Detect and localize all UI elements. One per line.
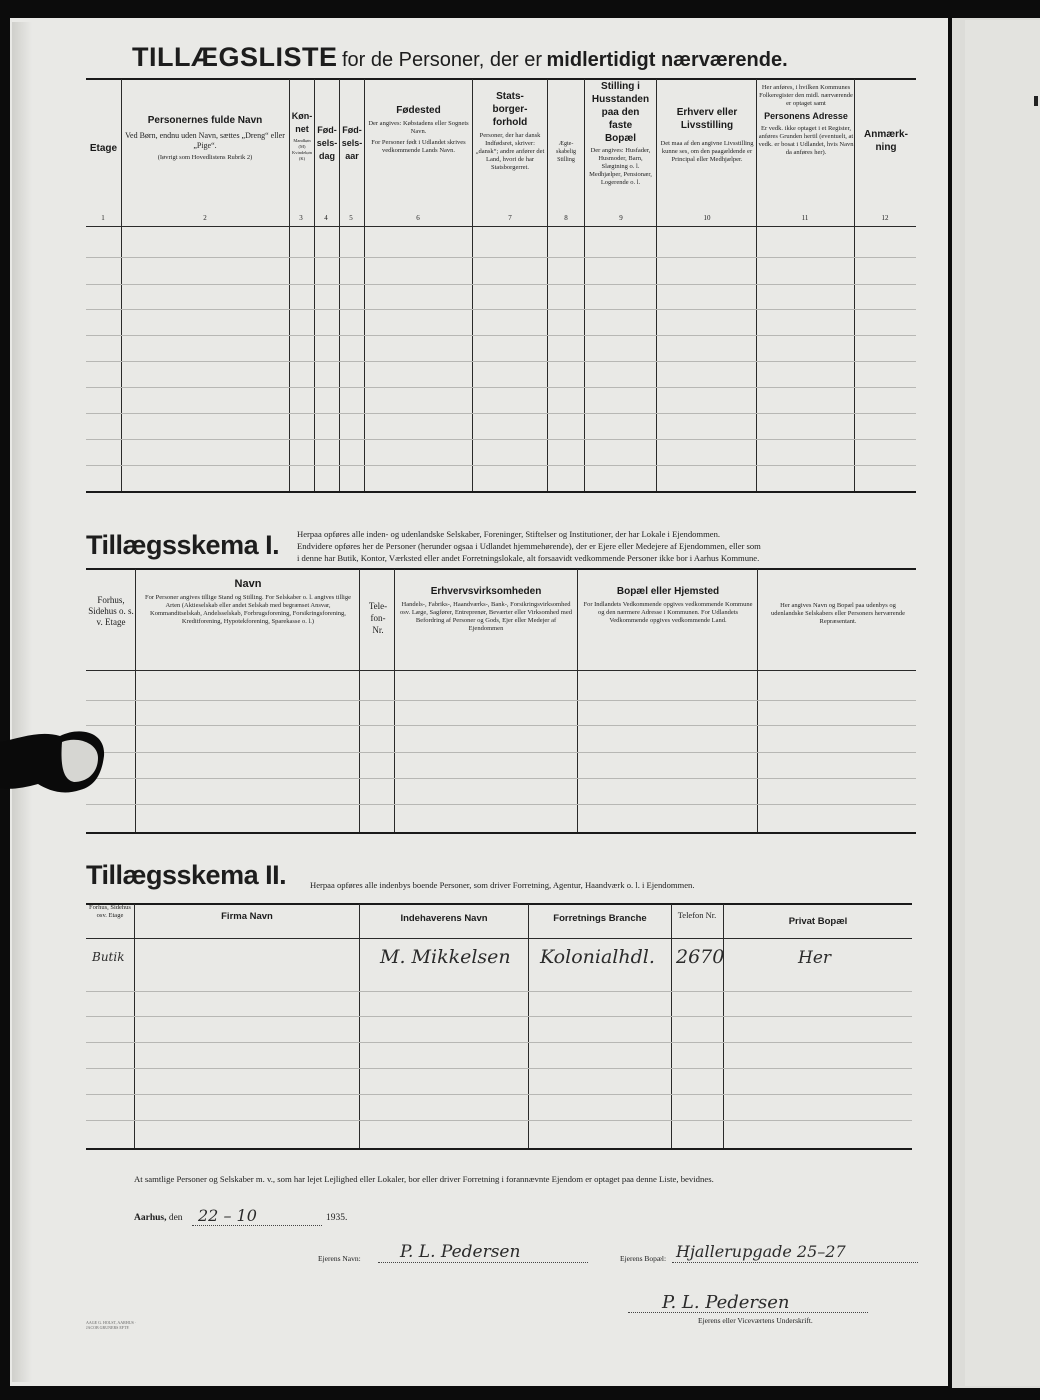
skema1-row-rule <box>86 752 916 753</box>
certification-text: At samtlige Personer og Selskaber m. v., som har lejet Lejlighed eller Lokaler, bor eller driver Forretning i forannævnte Ejendom er optaget paa denne Liste, bevidnes. <box>134 1174 714 1184</box>
list-col-line <box>756 79 757 491</box>
skema1-row-rule <box>86 804 916 805</box>
col-header-marital: Ægte- skabelig Stilling <box>556 141 576 163</box>
list-title-bold: midlertidigt nærværende. <box>546 49 788 71</box>
next-page-surface <box>965 20 1040 1386</box>
col-header-birthday: Fød- sels- dag <box>316 125 338 161</box>
skema1-header-representative: Her angives Navn og Bopæl paa udenbys og udenlandske Selskabers eller Personers herværende Repræsentant. <box>771 602 905 625</box>
city: Aarhus, <box>134 1213 167 1223</box>
col-num: 2 <box>203 214 207 222</box>
skema2-row-rule <box>86 1016 912 1017</box>
list-title-big: TILLÆGSLISTE <box>132 42 338 72</box>
col-num: 8 <box>564 214 568 222</box>
skema2-intro: Herpaa opføres alle indenbys boende Personer, som driver Forretning, Agentur, Haandværk o. l. i Ejendommen. <box>310 880 695 890</box>
edge-mark <box>1034 96 1038 106</box>
skema1-intro: Herpaa opføres alle inden- og udenlandske Selskaber, Foreninger, Stiftelser og Institutioner, der har Lokale i Ejendommen. Endvidere opføres her de Personer (herunder ogsaa i Udlandet hjemmehørende), der er Ejere eller Medejere af Ejendommen, eller som i denne har Butik, Kontor, Værksted eller andet Forretningslokale, alt forsaavidt vedkommende Personer ikke bor i Aarhus Kommune. <box>297 529 761 563</box>
date-value: 22 – 10 <box>198 1206 257 1225</box>
skema1-header-rule <box>86 670 916 671</box>
list-bottom-rule <box>86 491 916 493</box>
owner-dotted <box>378 1262 588 1263</box>
owner-home-value: Hjallerupgade 25–27 <box>676 1242 846 1261</box>
skema2-col-line <box>134 904 135 1148</box>
list-row-rule <box>86 413 916 414</box>
signature-dotted <box>628 1312 868 1313</box>
col-header-household: Stilling i Husstanden paa den faste Bopæl Der angives: Husfader, Husmoder, Barn, Slægtning o. l. Medhjælper, Pensionær, Logerende o. l. <box>589 81 652 186</box>
binder-clip <box>0 728 108 796</box>
skema2-col-line <box>359 904 360 1148</box>
skema1-header-business: Erhvervsvirksomheden Handels-, Fabriks-, Haandværks-, Bank-, Forsikringsvirksomhed osv. Læge, Sagfører, Entreprenør, Beværter eller Virksomhed med Befordring af Personer og Gods, Ejer eller Medejer af Ejendommen <box>399 586 572 632</box>
list-row-rule <box>86 284 916 285</box>
col-num: 1 <box>101 214 105 222</box>
year: 1935. <box>326 1213 348 1223</box>
skema1-header-name: Navn For Personer angives tillige Stand og Stilling. For Selskaber o. l. angives tillige Arten (Aktieselskab eller andet Selskab med begrænset Ansvar, Kommanditselskab, Andelsselskab, Forbrugsforening, Forsikringsforening, Kreditforening, Hypotekforening, Sparekasse o. l.) <box>145 578 351 625</box>
skema1-bottom-rule <box>86 832 916 834</box>
list-title <box>132 42 892 73</box>
list-row-rule <box>86 335 916 336</box>
skema2-row-rule <box>86 991 912 992</box>
skema1-header-floor: Forhus, Sidehus o. s. v. Etage <box>88 595 134 627</box>
list-col-line <box>656 79 657 491</box>
col-num: 7 <box>508 214 512 222</box>
printer-mark: AAGE G. HOLST, AARHUS · JACOB GRUNERS EFTF. <box>86 1320 137 1330</box>
col-num: 4 <box>324 214 328 222</box>
col-header-birthyear: Fød- sels- aar <box>341 125 363 161</box>
list-row-rule <box>86 439 916 440</box>
skema1-row-rule <box>86 778 916 779</box>
list-col-line <box>121 79 122 491</box>
skema1-top-rule <box>86 568 916 570</box>
skema1-row-rule <box>86 700 916 701</box>
col-num: 5 <box>349 214 353 222</box>
col-header-remarks: Anmærk- ning <box>864 129 908 153</box>
skema2-bottom-rule <box>86 1148 912 1150</box>
list-row-rule <box>86 257 916 258</box>
entry-owner: M. Mikkelsen <box>380 946 511 968</box>
skema2-header-rule <box>86 938 912 939</box>
list-row-rule <box>86 465 916 466</box>
entry-branch: Kolonialhdl. <box>540 946 655 968</box>
signature: P. L. Pedersen <box>662 1292 790 1313</box>
list-title-rest: for de Personer, der er <box>341 49 543 71</box>
skema2-row-rule <box>86 1042 912 1043</box>
list-top-rule <box>86 78 916 80</box>
skema2-header-home: Privat Bopæl <box>788 916 848 927</box>
col-header-name: Personernes fulde Navn Ved Børn, endnu uden Navn, sættes „Dreng“ eller „Pige“. (Iøvrigt som Hovedlistens Rubrik 2) <box>125 115 285 161</box>
skema1-header-home: Bopæl eller Hjemsted For Indlandets Vedkommende opgives vedkommende Kommune og den nærmere Adresse i Kommunen. For Udlandets Vedkommende opgives vedkommende Land. <box>583 586 753 624</box>
col-header-occupation: Erhverv eller Livsstilling Det maa af den angivne Livsstilling kunne ses, om den paagældende er Principal eller Medhjælper. <box>660 107 754 163</box>
col-header-citizenship: Stats- borger- forhold Personer, der har dansk Indfødsret, skriver: „dansk“; andre anfører det Land, hvori de har Statsborgerret. <box>475 91 545 171</box>
list-row-rule <box>86 361 916 362</box>
skema2-col-line <box>528 904 529 1148</box>
skema2-row-rule <box>86 1120 912 1121</box>
col-header-etage: Etage <box>89 143 118 154</box>
skema2-col-line <box>723 904 724 1148</box>
list-col-line <box>472 79 473 491</box>
col-num: 12 <box>881 214 889 222</box>
skema2-row-rule <box>86 1094 912 1095</box>
skema2-header-firm: Firma Navn <box>221 911 273 922</box>
list-header-rule <box>86 226 916 227</box>
owner-home-label: Ejerens Bopæl: <box>620 1254 667 1263</box>
paper-shadow-edge <box>12 22 32 1382</box>
list-row-rule <box>86 387 916 388</box>
col-header-birthplace: Fødested Der angives: Købstadens eller Sognets Navn. For Personer født i Udlandet skrives vedkommende Lands Navn. <box>368 105 469 154</box>
owner-value: P. L. Pedersen <box>400 1242 521 1262</box>
date-dotted <box>192 1225 322 1226</box>
signature-label: Ejerens eller Viceværtens Underskrift. <box>698 1316 813 1325</box>
skema2-header-floor: Forhus, Sidehus osv. Etage <box>89 904 131 919</box>
col-num: 6 <box>416 214 420 222</box>
list-row-rule <box>86 309 916 310</box>
skema1-header-phone: Tele- fon- Nr. <box>368 601 388 635</box>
skema1-title: Tillægsskema I. <box>86 530 280 560</box>
owner-label: Ejerens Navn: <box>318 1254 361 1263</box>
skema2-header-phone: Telefon Nr. <box>677 910 717 920</box>
skema2-row-rule <box>86 1068 912 1069</box>
list-col-line <box>854 79 855 491</box>
owner-home-dotted <box>672 1262 918 1263</box>
skema2-top-rule <box>86 903 912 905</box>
entry-home: Her <box>798 948 832 968</box>
skema2-header-branch: Forretnings Branche <box>553 913 647 924</box>
skema1-row-rule <box>86 725 916 726</box>
col-num: 3 <box>299 214 303 222</box>
col-num: 10 <box>703 214 711 222</box>
den-label: den <box>168 1213 183 1223</box>
date-line <box>134 1213 183 1223</box>
entry-phone: 2670 <box>676 946 725 968</box>
list-col-line <box>364 79 365 491</box>
col-num: 9 <box>619 214 623 222</box>
entry-floor: Butik <box>92 950 125 964</box>
skema2-header-owner: Indehaverens Navn <box>400 913 488 924</box>
col-num: 11 <box>801 214 809 222</box>
skema2-title: Tillægsskema II. <box>86 860 287 890</box>
skema2-col-line <box>671 904 672 1148</box>
col-header-gender: Køn- net Mandkøn (M) Kvindekøn (K) <box>291 111 313 161</box>
col-header-address: Her anføres, i hvilken Kommunes Folkeregister den midl. nærværende er optaget samt Personens Adresse Er vedk. ikke optaget i et Register, anføres Grunden hertil (eventuelt, at vedk. er bosat i Udlandet, hvis Navn da anføres her). <box>758 84 854 156</box>
